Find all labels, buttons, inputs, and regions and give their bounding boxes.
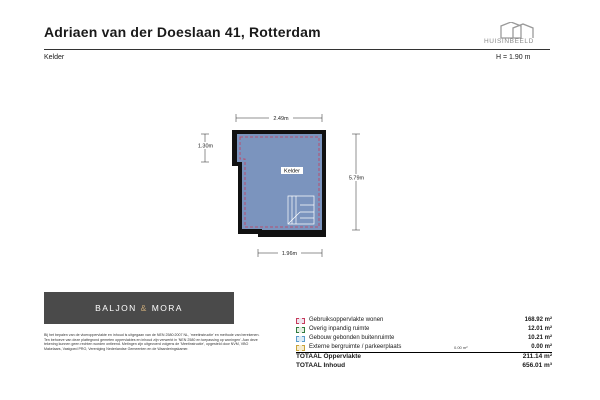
- brand-logo: [44, 292, 234, 324]
- brand-part1: BALJON: [95, 303, 137, 313]
- logo-text: HUISINBEELD: [484, 38, 534, 45]
- legend-row: [296, 317, 552, 326]
- dim-top-label: 2.49m: [273, 116, 289, 122]
- legend-label: Overig inpandig ruimte: [309, 326, 370, 332]
- disclaimer-text: Bij het bepalen van de vloeroppervlakte en inhoud is uitgegaan van de NEN 2580:2007 NL, 'meetinstructie' en methode van berekenen. Ten behoeve van deze plattegrond gemeten oppervlaktes en inhoud zijn verwerkt in 'NEN 2580 en toepassing op woningen'. Aan deze tekening kunnen geen rechten worden ontleend. Metingen zijn uitgevoerd volgens de 'Meetinstructie', opgesteld door NVM, VBO Makelaars, Vastgoed PRO, Vereniging Nederlandse Gemeenten en de Waarderingskamer.: [44, 333, 260, 351]
- legend-swatch: [296, 318, 305, 324]
- legend-row: [296, 326, 552, 335]
- page-title: Adriaen van der Doeslaan 41, Rotterdam: [44, 24, 321, 40]
- legend-label: Gebruiksoppervlakte wonen: [309, 317, 384, 323]
- total-label: TOTAAL Inhoud: [296, 362, 346, 369]
- dimension-right: [352, 134, 360, 230]
- brand-part2: MORA: [151, 303, 183, 313]
- dim-right-label: 5.79m: [348, 175, 365, 182]
- area-legend: [296, 317, 552, 353]
- total-row: [296, 362, 552, 371]
- legend-swatch: [296, 336, 305, 342]
- legend-value: 0.00 m²: [531, 344, 552, 350]
- ceiling-height: H = 1.90 m: [496, 54, 531, 61]
- legend-label: Gebouw gebonden buitenruimte: [309, 335, 395, 341]
- room-area: [237, 134, 322, 230]
- floor-label: Kelder: [44, 54, 65, 61]
- legend-value: 12.01 m²: [527, 326, 552, 332]
- brand-amp: &: [140, 303, 148, 313]
- legend-value: 168.92 m²: [524, 317, 552, 323]
- dim-bottom-label: 1.96m: [281, 251, 298, 257]
- legend-swatch: [296, 327, 305, 333]
- total-label: TOTAAL Oppervlakte: [296, 353, 362, 360]
- totals: [296, 353, 552, 371]
- total-row: [296, 353, 552, 362]
- total-value: 656.01 m³: [522, 362, 552, 369]
- room-label: Kelder: [284, 168, 300, 175]
- legend-row: [296, 335, 552, 344]
- legend-label: Externe bergruimte / parkeerplaats: [309, 344, 402, 350]
- dim-left-label: 1.30m: [197, 143, 214, 150]
- legend-swatch: [296, 345, 305, 351]
- total-value: 211.14 m²: [522, 353, 552, 360]
- legend-subvalue: 0.00 m²: [454, 345, 468, 350]
- legend-value: 10.21 m²: [527, 335, 552, 341]
